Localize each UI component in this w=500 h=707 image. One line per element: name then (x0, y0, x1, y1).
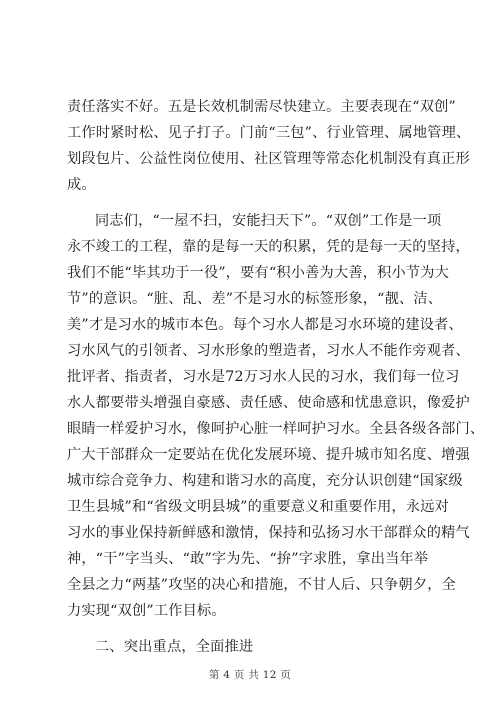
text-line: 习水风气的引领者、习水形象的塑造者，习水人不能作旁观者、 (67, 343, 470, 359)
text-line: 神，“干”字当头、“敢”字为先、“拚”字求胜，拿出当年举 (67, 551, 429, 567)
text-line: 卫生县城”和“省级文明县城”的重要意义和重要作用，永远对 (67, 499, 450, 515)
text-line: 力实现“双创”工作目标。 (67, 603, 226, 619)
paragraph-continuation (67, 94, 471, 198)
text-line: 责任落实不好。五是长效机制需尽快建立。主要表现在“双创” (67, 99, 456, 115)
text-line: 同志们，“一屋不扫，安能扫天下”。“双创”工作是一项 (95, 213, 442, 229)
text-line: 眼睛一样爱护习水，像呵护心脏一样呵护习水。全县各级各部门、 (67, 421, 485, 437)
text-line: 城市综合竞争力、构建和谐习水的高度，充分认识创建“国家级 (67, 473, 463, 489)
text-line: 我们不能“毕其功于一役”，要有“积小善为大善，积小节为大 (67, 265, 450, 281)
text-line: 水人都要带头增强自豪感、责任感、使命感和忧患意识，像爱护 (67, 395, 470, 411)
section-heading: 二、突出重点，全面推进 (95, 639, 254, 655)
text-line: 美”才是习水的城市本色。每个习水人都是习水环境的建设者、 (67, 317, 463, 333)
text-line: 划段包片、公益性岗位使用、社区管理等常态化机制没有真正形 (67, 151, 470, 167)
paragraph-comrades (67, 208, 485, 624)
text-line: 批评者、指责者，习水是72万习水人民的习水，我们每一位习 (67, 369, 460, 385)
document-body (67, 94, 485, 660)
text-line: 永不竣工的工程，靠的是每一天的积累，凭的是每一天的坚持， (67, 239, 470, 255)
text-line: 工作时紧时松、见子打子。门前“三包”、行业管理、属地管理、 (67, 125, 471, 141)
text-line: 节”的意识。“脏、乱、差”不是习水的标签形象，“靓、洁、 (67, 291, 443, 307)
text-line: 成。 (67, 177, 96, 193)
page-footer: 第 4 页 共 12 页 (208, 669, 292, 681)
text-line: 习水的事业保持新鲜感和激情，保持和弘扬习水干部群众的精气 (67, 525, 470, 541)
text-line: 全县之力“两基”攻坚的决心和措施，不甘人后、只争朝夕，全 (67, 577, 456, 593)
paragraph-gap (67, 624, 435, 634)
paragraph-gap (67, 198, 435, 208)
text-line: 广大干部群众一定要站在优化发展环境、提升城市知名度、增强 (67, 447, 470, 463)
